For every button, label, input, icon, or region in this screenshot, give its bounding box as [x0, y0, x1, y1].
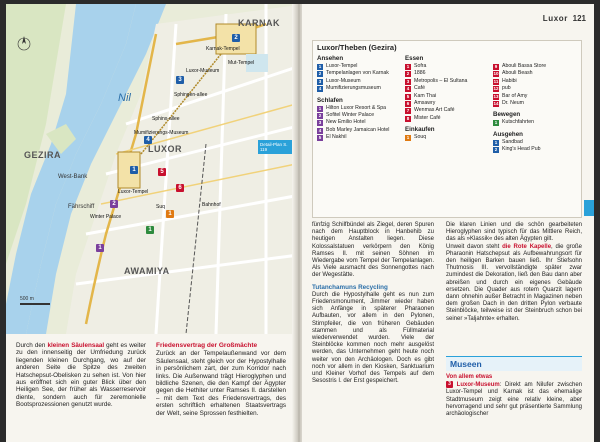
legend-heading: Essen	[405, 55, 424, 62]
paragraph	[446, 381, 582, 418]
running-title: Luxor	[542, 14, 568, 23]
map-legend	[312, 40, 582, 218]
legend-item: 13 Bar of Amy	[493, 92, 528, 99]
map-marker-hotel: 2	[110, 200, 118, 208]
map-scale	[20, 296, 50, 305]
legend-label: Kutschfahrten	[502, 119, 535, 126]
legend-label: Wenmas Art Café	[414, 107, 455, 114]
left-page-text	[6, 336, 296, 442]
map-poi: Luxor-Museum	[186, 68, 220, 74]
legend-label: Metropolis – El Sultana	[414, 77, 468, 84]
map-poi: Luxor-Tempel	[118, 189, 149, 195]
map-marker-shop: 1	[166, 210, 174, 218]
paragraph: Zurück an der Tempelaußenwand vor dem Säulensaal, steht gleich vor der Hypostylhalle in persönlichem zart, der zum Korridor nach links. Die Außenwand trägt Hieroglyphen und bildliche Szenen, die den Kampf der Ägypter gegen die Hethiter unter Ramses II. darstellen – mit dem Text des Friedensvertrags, des ersten schriftlich erhaltenen Staatsvertrags der Welt, seine Sprossen festhielten.	[156, 350, 286, 417]
map-label-karnak: KARNAK	[238, 18, 280, 28]
map-marker-luxor-temple: 1	[130, 166, 138, 174]
legend-label: Bob Marley Jamaican Hotel	[326, 126, 390, 133]
text: geht es weiter zu den innenseitig der Umfriedung zurück liegenden kleinen Durchgang, wo auf der anderen Seite die Spitze des zweiten Hatschepsut-Obelisken zu sehen ist. Von hier aus eröffnet sich ein guter Blick über den Heiligen See, der früher als Wasserreservoir diente, sondern auch für zeremonielle Bootsprozessionen genutzt wurde.	[16, 342, 146, 409]
legend-item: 2 Sofitel Winter Palace	[318, 112, 375, 119]
right-page	[302, 4, 594, 442]
legend-label: El Nakhil	[326, 134, 347, 141]
map-marker-food: 5	[158, 168, 166, 176]
section-heading: Friedensvertrag der Großmächte	[156, 342, 258, 349]
legend-item: 1 Sandbad	[494, 138, 523, 145]
legend-label: Dr. Neum	[502, 100, 524, 107]
text: , die große Pharaonin Hatschepsut als Aufbewahrungsort für den heiligen Barken bauen ließ. Ihr Stiefsohn Thutmosis III. vervollständigte später zwar zumindest die Dekoration, ließ den Bau dann aber abreißen und durch ein eigenes Gebäude ersetzen. Die Quader aus rotem Quarzit lagern dann ohnehin außer Betracht in Magazinen neben dem großen Dach in den dritten Pylon verbaute Steinblöcke, teilweise ist der Steinbruch schon bei seiner »Taljahnte« erhalten.	[446, 243, 582, 322]
legend-col-3	[493, 55, 579, 154]
map-poi: Suq	[156, 204, 165, 210]
map-poi: Winter Palace	[90, 214, 122, 220]
legend-label: Abouli Bassa Store	[502, 63, 547, 69]
legend-item: 3 New Emilio Hotel	[318, 119, 366, 126]
map-marker-food: 6	[176, 184, 184, 192]
right-column-1	[312, 222, 434, 385]
text: Unweit davon steht	[446, 243, 503, 250]
map-info-box: Detail-Plan S. 119	[258, 140, 296, 154]
paragraph	[16, 342, 146, 409]
museum-entry	[446, 374, 582, 418]
map-scale-label: 500 m	[20, 296, 34, 302]
legend-label: Abouli Beash	[502, 70, 533, 77]
entry-kicker: Von allem etwas	[446, 374, 493, 380]
text: Durch den	[16, 342, 48, 349]
legend-item: 1 Kutschfahrten	[494, 119, 535, 126]
map-label-ferry: Fährschiff	[68, 204, 95, 210]
highlight-term: die Rote Kapelle	[502, 243, 552, 250]
legend-label: King's Head Pub	[502, 146, 541, 153]
section-banner	[446, 356, 582, 371]
legend-label: Sofitel Winter Palace	[326, 112, 375, 119]
legend-heading: Bewegen	[493, 111, 521, 119]
map-poi: Mut-Tempel	[228, 60, 255, 66]
legend-item: 3 Luxor-Museum	[318, 77, 361, 84]
legend-item: 8 Mister Café	[406, 114, 441, 121]
legend-col-2	[405, 55, 489, 142]
left-column-1	[16, 342, 146, 409]
legend-label: Luxor-Museum	[326, 77, 361, 84]
legend-item: 5 Kam Thai	[406, 92, 437, 99]
legend-item: 3 Metropolis – El Sultana	[406, 77, 468, 84]
legend-heading: Einkaufen	[405, 126, 435, 134]
running-header	[302, 10, 594, 28]
left-column-2	[156, 342, 286, 417]
map-scale-bar	[20, 303, 50, 305]
legend-item: 10 Abouli Beash	[493, 70, 533, 77]
legend-label: 1886	[414, 70, 426, 77]
legend-label: Amsawry	[414, 100, 436, 107]
paragraph: Die klaren Linien und die schön gearbeiteten Hieroglyphen sind typisch für das Mittlere Reich, das als »Klassik« des alten Ägypten gilt.	[446, 222, 582, 243]
map-label-west-bank: West-Bank	[58, 174, 88, 180]
legend-item: 2 King's Head Pub	[494, 146, 541, 153]
museum-name: Luxor-Museum	[456, 382, 500, 389]
legend-label: New Emilio Hotel	[326, 119, 366, 126]
map-marker-hotel: 1	[96, 244, 104, 252]
map-label-awamiya: AWAMIYA	[124, 266, 170, 276]
legend-heading: Ansehen	[317, 55, 344, 62]
legend-item: 11 Habibi	[493, 77, 517, 84]
legend-label: Sofra	[414, 63, 427, 69]
section-title: Museen	[450, 359, 482, 369]
legend-item: 12 pub	[493, 85, 511, 92]
map-poi: Bahnhof	[202, 202, 221, 208]
legend-item: 4 Mumifizierungsmuseum	[318, 85, 381, 92]
museum-marker-icon: 3	[446, 381, 453, 388]
legend-label: Souq	[414, 134, 427, 141]
legend-label: Sandbad	[502, 138, 523, 145]
left-page	[6, 4, 296, 442]
city-map	[6, 4, 296, 334]
legend-col-1	[317, 55, 401, 142]
map-poi: Sphinx-allee	[152, 116, 180, 122]
legend-label: Mister Café	[414, 114, 441, 121]
legend-item: 1 Sofra	[406, 63, 427, 69]
legend-title: Luxor/Theben (Gezira)	[317, 43, 397, 52]
map-poi: Sphingen-allee	[174, 92, 208, 98]
legend-label: Luxor-Tempel	[326, 63, 358, 69]
subheading: Tutanchamuns Recycling	[312, 283, 388, 291]
map-marker-mummy-museum: 4	[144, 136, 152, 144]
map-label-nile: Nil	[118, 92, 131, 104]
legend-label: pub	[502, 85, 511, 92]
legend-item: 1 Souq	[406, 134, 427, 141]
legend-item: 4 Bob Marley Jamaican Hotel	[318, 126, 390, 133]
legend-item: 2 1886	[406, 70, 426, 77]
legend-item: 1 Hilton Luxor Resort & Spa	[318, 104, 386, 111]
map-marker-transport: 1	[146, 226, 154, 234]
map-poi: Karnak-Tempel	[206, 46, 240, 52]
map-graphic	[6, 4, 296, 334]
legend-label: Mumifizierungsmuseum	[326, 85, 381, 92]
map-poi: Mumifizierungs-Museum	[134, 130, 189, 136]
map-marker-karnak: 2	[232, 34, 240, 42]
map-marker-museum: 3	[176, 76, 184, 84]
legend-heading: Schlafen	[317, 96, 343, 104]
legend-label: Hilton Luxor Resort & Spa	[326, 104, 386, 111]
legend-label: Tempelanlagen von Karnak	[326, 70, 389, 77]
map-label-luxor: LUXOR	[148, 144, 182, 154]
legend-item: 9 Abouli Bassa Store	[494, 63, 547, 69]
legend-label: Kam Thai	[414, 92, 437, 99]
legend-item: 5 El Nakhil	[318, 134, 347, 141]
legend-item: 1 Luxor-Tempel	[318, 63, 358, 69]
legend-label: Bar of Amy	[502, 92, 528, 99]
text: : Direkt am Nilufer zwischen Luxor-Tempel und Karnak ist das ehemalige Stadtmuseum zeigt eine relativ kleine, aber hervorragend und sehr gut präsentierte Sammlung archäologischer	[446, 382, 583, 418]
paragraph: fünfzig Schilfbündel als Ziegel, deren Spuren nach dem Hauptblock in Hanbehib zu heutigen Anstalten liegen. Diese Kolossalstatuen verkörpern den König Ramses II. mit seinen Söhnen im Wiedergabe vom Tempel der Tempelanlagen. Als Viele ausmacht des Sonnengottes nach der Wegestätte.	[312, 222, 434, 279]
page-number: 121	[572, 14, 586, 23]
legend-item: 6 Amsawry	[406, 100, 436, 107]
legend-heading: Ausgehen	[493, 130, 523, 138]
right-column-2	[446, 222, 582, 323]
legend-item: 7 Wenmas Art Café	[406, 107, 455, 114]
chapter-thumb-tab	[584, 200, 594, 216]
map-label-gezira: GEZIRA	[24, 150, 62, 160]
legend-item: 14 Dr. Neum	[493, 100, 524, 107]
highlight-term: kleinen Säulensaal	[47, 342, 105, 349]
legend-item: 2 Tempelanlagen von Karnak	[318, 70, 389, 77]
legend-label: Café	[414, 85, 425, 92]
legend-item: 4 Café	[406, 85, 425, 92]
legend-label: Habibi	[502, 77, 517, 84]
paragraph	[446, 244, 582, 323]
paragraph: Durch die Hypostylhalle geht es nun zum Friedensmonument, Jimmer wieder haben sich Anfänge in späterer Pharaonen Aufbauten, vor allem in den Pylonen, Stirnpfeiler, die von früheren Gebäuden stammen und als Füllmaterial wiederverwendet wurden. Viele der Steinblöcke kommen noch mehr ausgelöst werden, das Unternehmen geht heute noch weiter von den Archäologen. Doch es gibt noch vor allem in den Kiosken, Sanktuarium und Kleiner Vorhof des Tempels auf dem Sesostris I. der Erst gespeichert.	[312, 291, 434, 385]
